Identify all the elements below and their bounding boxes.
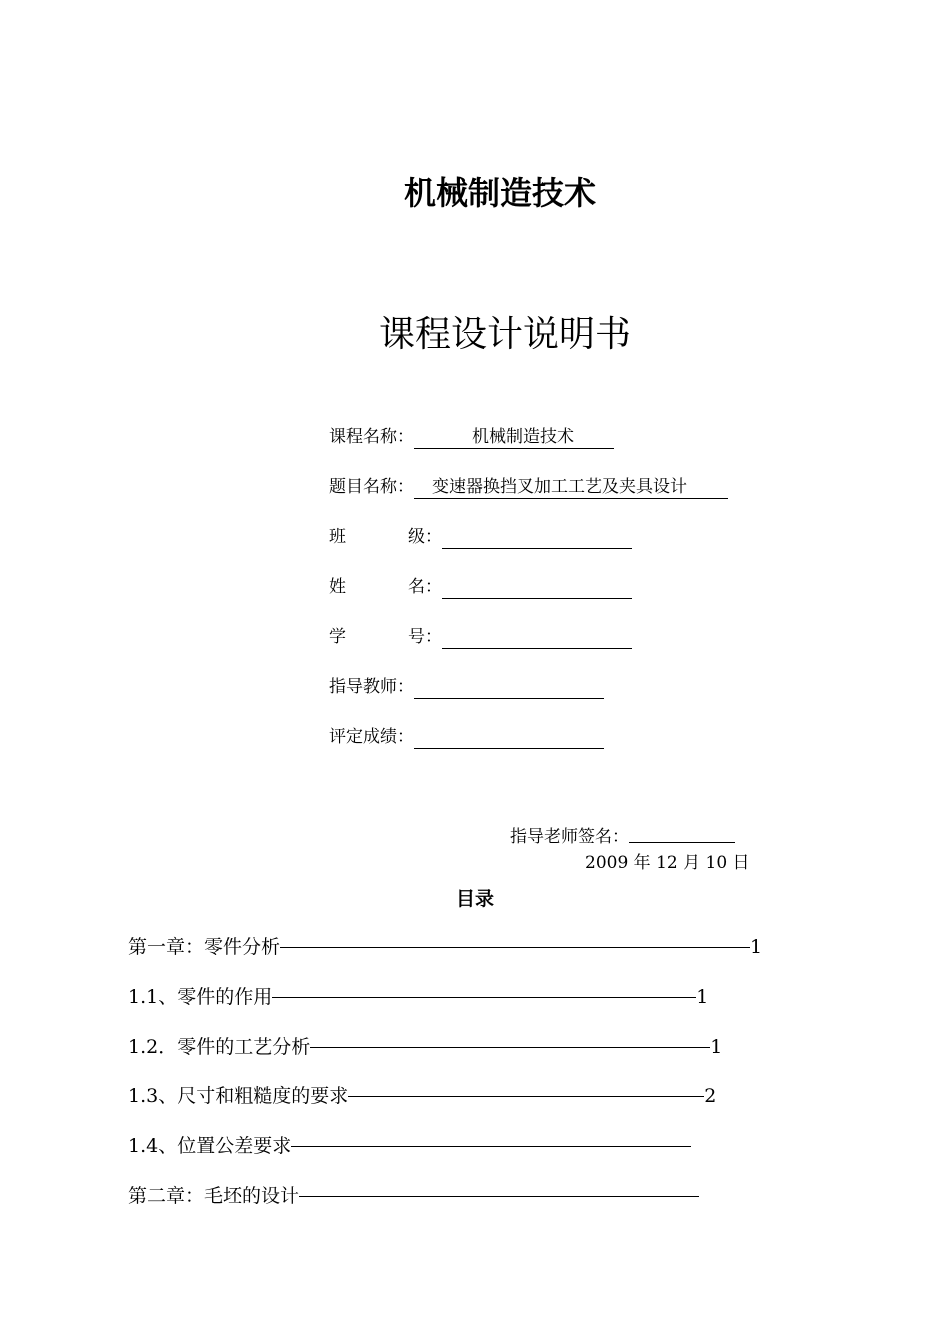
- label-char: 姓: [329, 577, 346, 597]
- signature-blank: [629, 822, 735, 843]
- toc-item-text: 第一章：零件分析: [128, 936, 281, 958]
- topic-name-value: 变速器换挡叉加工工艺及夹具设计: [432, 477, 687, 497]
- toc-page-number: 1: [750, 936, 763, 958]
- field-label: 课程名称: [329, 427, 397, 447]
- grade-value: [414, 724, 604, 749]
- label-char: 号: [408, 627, 425, 647]
- field-student-id: [329, 624, 632, 650]
- toc-leader: [280, 933, 750, 961]
- field-class: [329, 524, 632, 550]
- field-colon: ：: [397, 677, 414, 697]
- field-value-course: [414, 424, 614, 449]
- toc-item: [128, 1132, 691, 1160]
- toc-leader: [291, 1132, 691, 1160]
- field-label: [329, 624, 425, 650]
- course-name-value: 机械制造技术: [472, 427, 574, 447]
- field-label: 题目名称: [329, 477, 397, 497]
- toc-leader: [272, 983, 696, 1011]
- student-id-value: [442, 624, 632, 649]
- label-char: 级: [408, 527, 425, 547]
- toc-leader: [348, 1082, 704, 1110]
- toc-item: [128, 1182, 699, 1210]
- field-colon: ：: [397, 727, 414, 747]
- toc-item-text: 1.1、零件的作用: [128, 986, 273, 1008]
- toc-item: [128, 983, 708, 1011]
- toc-page-number: 1: [710, 1036, 723, 1058]
- toc-item: [128, 1082, 716, 1110]
- document-subtitle: 课程设计说明书: [378, 314, 631, 355]
- toc-page-number: 1: [696, 986, 709, 1008]
- toc-item-text: 1.4、位置公差要求: [128, 1135, 292, 1157]
- toc-item-text: 第二章：毛坯的设计: [128, 1185, 300, 1207]
- signature-label: 指导老师签名：: [510, 827, 629, 847]
- field-name: [329, 574, 632, 600]
- field-colon: ：: [425, 527, 442, 547]
- toc-item: [128, 1033, 722, 1061]
- field-colon: ：: [425, 577, 442, 597]
- field-advisor: [329, 674, 604, 700]
- field-topic-name: [329, 474, 728, 500]
- field-grade: [329, 724, 604, 750]
- toc-leader: [299, 1182, 699, 1210]
- field-colon: ：: [397, 427, 414, 447]
- label-char: 班: [329, 527, 346, 547]
- field-label: [329, 574, 425, 600]
- label-char: 名: [408, 577, 425, 597]
- field-label: 评定成绩: [329, 727, 397, 747]
- advisor-value: [414, 674, 604, 699]
- field-colon: ：: [425, 627, 442, 647]
- toc-leader: [310, 1033, 710, 1061]
- label-char: 学: [329, 627, 346, 647]
- field-label: 指导教师: [329, 677, 397, 697]
- field-value-topic: [414, 474, 728, 499]
- toc-item-text: 1.3、尺寸和粗糙度的要求: [128, 1085, 349, 1107]
- toc-page-number: 2: [704, 1085, 717, 1107]
- field-label: [329, 524, 425, 550]
- class-value: [442, 524, 632, 549]
- signature-line: [510, 822, 735, 847]
- field-course-name: [329, 424, 614, 450]
- name-value: [442, 574, 632, 599]
- field-colon: ：: [397, 477, 414, 497]
- date: 2009 年 12 月 10 日: [585, 853, 750, 873]
- toc-item: [128, 933, 762, 961]
- document-title: 机械制造技术: [403, 174, 596, 212]
- toc-title: 目录: [455, 888, 494, 910]
- toc-item-text: 1.2．零件的工艺分析: [128, 1036, 311, 1058]
